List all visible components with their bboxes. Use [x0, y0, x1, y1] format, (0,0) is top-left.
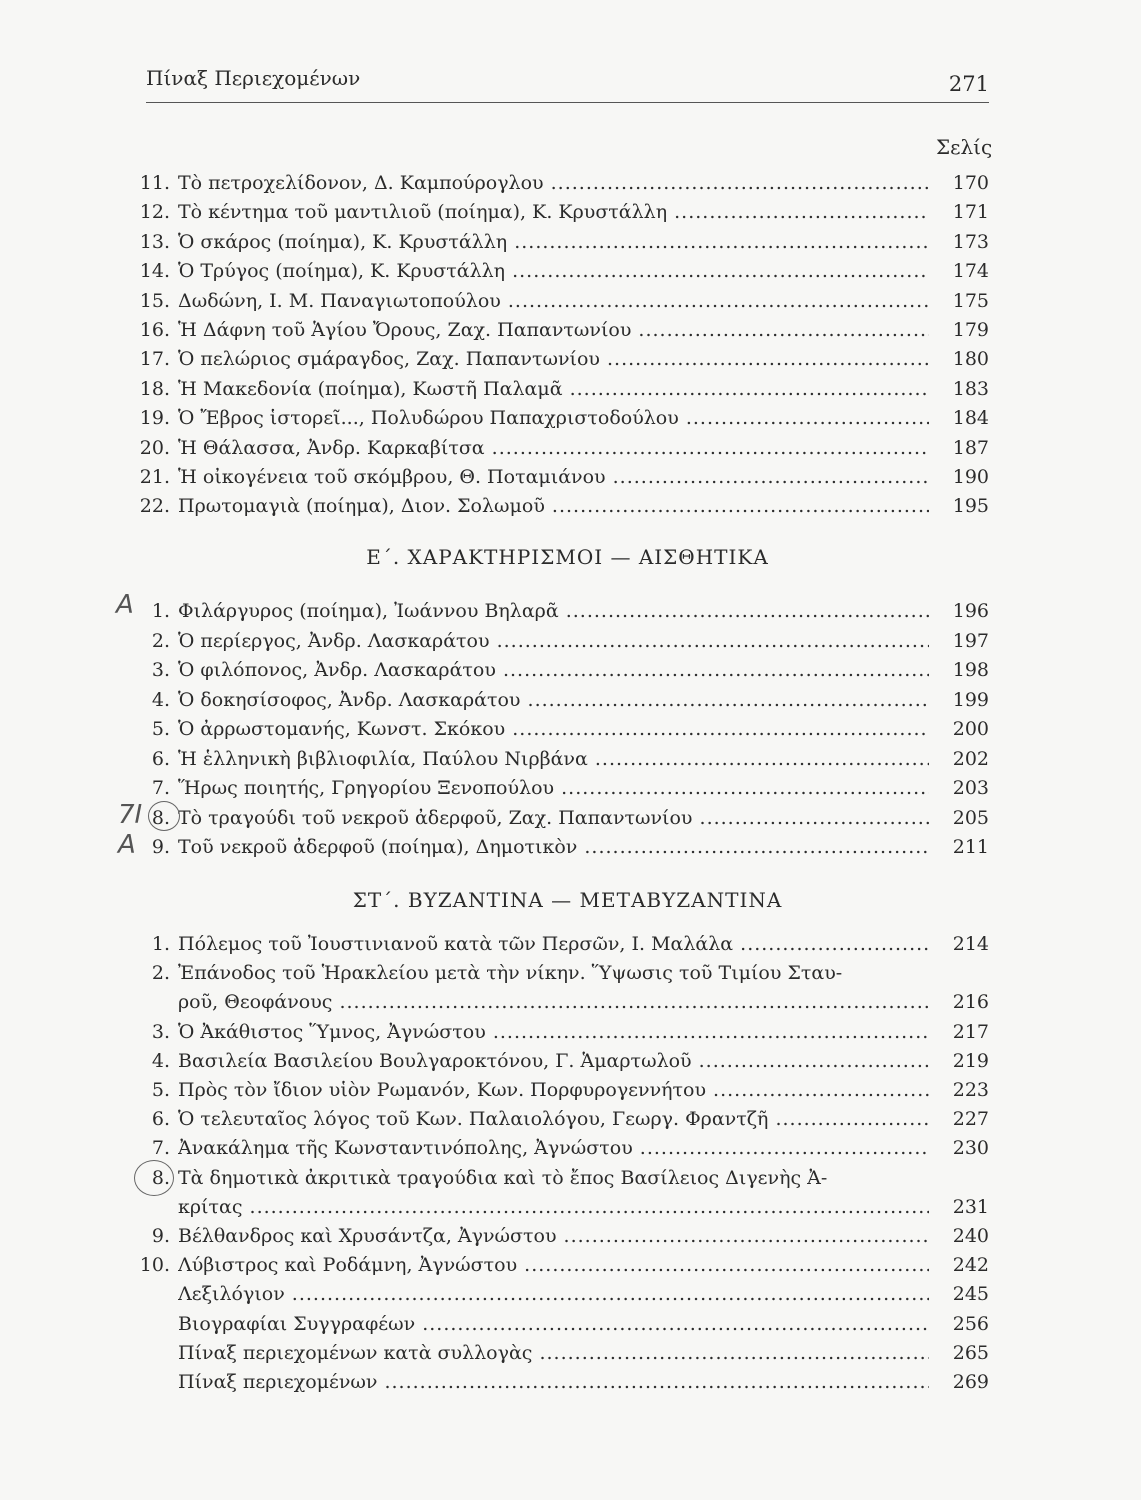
toc-entry [138, 344, 989, 374]
entry-title: Βιογραφίαι Συγγραφέων ..... [178, 1309, 929, 1339]
entry-page: 231 [952, 1195, 989, 1218]
toc-entry [138, 286, 989, 316]
entry-number: 2. [151, 962, 170, 985]
entry-title: Ἡ Δάφνη τοῦ Ἁγίου Ὄρους, Ζαχ. Παπαντωνίου ..... [178, 315, 929, 345]
toc-entry [138, 433, 989, 463]
entry-number: 1. [151, 600, 170, 622]
entry-page: 170 [952, 172, 989, 194]
entry-title: Ὁ Ἔβρος ἱστορεῖ..., Πολυδώρου Παπαχριστοδούλου ..... [178, 403, 929, 433]
entry-page: 223 [952, 1079, 989, 1101]
entry-title: Πρὸς τὸν ἴδιον υἱὸν Ρωμανόν, Κων. Πορφυρογεννήτου ..... [178, 1075, 929, 1105]
entry-title: Βέλθανδρος καὶ Χρυσάντζα, Ἀγνώστου ..... [178, 1221, 929, 1251]
entry-page: 202 [952, 747, 989, 770]
toc-entry [138, 1338, 989, 1368]
entry-title: Ὁ Τρύγος (ποίημα), Κ. Κρυστάλλη ..... [178, 256, 929, 286]
toc-entry [138, 315, 989, 345]
entry-number: 2. [151, 629, 170, 652]
entry-title: Ὁ τελευταῖος λόγος τοῦ Κων. Παλαιολόγου, Γεωργ. Φραντζῆ ..... [178, 1104, 929, 1134]
entry-number: 12. [139, 201, 170, 224]
entry-title: Ὁ σκάρος (ποίημα), Κ. Κρυστάλλη ..... [178, 227, 929, 257]
running-head [146, 66, 989, 103]
entry-page: 196 [952, 600, 989, 622]
entry-page: 211 [952, 836, 989, 858]
entry-page: 197 [952, 629, 989, 652]
entry-page: 245 [952, 1283, 989, 1306]
entry-number: 7. [151, 1137, 170, 1160]
toc-entry [138, 1250, 989, 1280]
entry-title: Ἡ οἰκογένεια τοῦ σκόμβρου, Θ. Ποταμιάνου ..... [178, 462, 929, 492]
handwritten-mark-a1: Α [116, 590, 134, 620]
toc-entry [138, 958, 989, 988]
entry-number: 6. [151, 747, 170, 770]
entry-title: Φιλάργυρος (ποίημα), Ἰωάννου Βηλαρᾶ ..... [178, 596, 929, 626]
entry-page: 230 [952, 1137, 989, 1160]
entry-number: 18. [139, 377, 170, 400]
entry-page: 256 [952, 1312, 989, 1335]
page-title: Πίναξ Περιεχομένων [146, 66, 361, 90]
entry-title: Ὁ Ἀκάθιστος Ὕμνος, Ἀγνώστου ..... [178, 1017, 929, 1047]
entry-page: 187 [952, 436, 989, 459]
entry-number: 20. [139, 436, 170, 459]
entry-number: 16. [139, 319, 170, 341]
entry-page: 217 [952, 1020, 989, 1043]
entry-number: 4. [151, 1049, 170, 1072]
toc-entry [138, 1192, 989, 1222]
toc-entry [138, 462, 989, 492]
toc-entry [138, 491, 989, 521]
entry-page: 242 [952, 1254, 989, 1277]
toc-entry [138, 168, 989, 198]
entry-number: 19. [139, 407, 170, 430]
entry-page: 214 [952, 933, 989, 955]
entry-page: 265 [952, 1341, 989, 1364]
entry-title: Ἐπάνοδος τοῦ Ἡρακλείου μετὰ τὴν νίκην. Ὕψωσις τοῦ Τιμίου Σταυ- [178, 962, 843, 985]
entry-title: Λεξιλόγιον ..... [178, 1279, 929, 1309]
entry-title: Τὸ κέντημα τοῦ μαντιλιοῦ (ποίημα), Κ. Κρυστάλλη ..... [178, 197, 929, 227]
entry-number: 4. [151, 688, 170, 711]
entry-title: Ἡ Μακεδονία (ποίημα), Κωστῆ Παλαμᾶ ..... [178, 374, 929, 404]
entry-page: 175 [952, 289, 989, 312]
toc-entry [138, 1133, 989, 1163]
entry-page: 219 [952, 1049, 989, 1072]
entry-page: 198 [952, 659, 989, 681]
entry-number: 13. [139, 230, 170, 253]
entry-number: 14. [139, 260, 170, 283]
toc-entry [138, 832, 989, 862]
entry-page: 179 [952, 319, 989, 341]
entry-page: 240 [952, 1225, 989, 1247]
toc-entry [138, 1279, 989, 1309]
entry-number: 9. [151, 1225, 170, 1247]
handwritten-circle-8b [134, 1160, 174, 1196]
toc-entry [138, 987, 989, 1017]
toc-entry [138, 403, 989, 433]
page-column-label: Σελίς [936, 135, 993, 159]
entry-title: ροῦ, Θεοφάνους ..... [178, 987, 929, 1017]
entry-title: Ὁ πελώριος σμάραγδος, Ζαχ. Παπαντωνίου ..... [178, 344, 929, 374]
toc-entry [138, 714, 989, 744]
entry-page: 180 [952, 348, 989, 371]
toc-entry [138, 596, 989, 626]
entry-title: Ἥρως ποιητής, Γρηγορίου Ξενοπούλου ..... [178, 773, 929, 803]
entry-title: Πίναξ περιεχομένων κατὰ συλλογὰς ..... [178, 1338, 929, 1368]
entry-page: 269 [952, 1371, 989, 1393]
entry-number: 21. [139, 466, 170, 488]
entry-title: κρίτας ..... [178, 1192, 929, 1222]
entry-title: Τὸ πετροχελίδονον, Δ. Καμπούρογλου ..... [178, 168, 929, 198]
toc-entry [138, 1221, 989, 1251]
toc-entry [138, 1367, 989, 1397]
entry-number: 1. [151, 933, 170, 955]
entry-title: Ὁ ἀρρωστομανής, Κωνστ. Σκόκου ..... [178, 714, 929, 744]
entry-title: Ὁ φιλόπονος, Ἀνδρ. Λασκαράτου ..... [178, 655, 929, 685]
entry-page: 227 [952, 1108, 989, 1131]
handwritten-mark-a2: Α [118, 830, 136, 860]
entry-number: 6. [151, 1108, 170, 1131]
entry-number: 3. [151, 1020, 170, 1043]
entry-number: 10. [139, 1254, 170, 1277]
entry-page: 195 [952, 495, 989, 518]
toc-entry [138, 803, 989, 833]
page-number: 271 [948, 72, 989, 96]
entry-title: Τὰ δημοτικὰ ἀκριτικὰ τραγούδια καὶ τὸ ἔπος Βασίλειος Διγενὴς Ἀ- [178, 1166, 828, 1189]
entry-page: 203 [952, 777, 989, 799]
toc-entry [138, 1046, 989, 1076]
entry-title: Ὁ δοκησίσοφος, Ἀνδρ. Λασκαράτου ..... [178, 685, 929, 715]
toc-entry [138, 685, 989, 715]
entry-page: 190 [952, 466, 989, 488]
handwritten-mark-7: 7Ι [118, 800, 143, 830]
entry-title: Πόλεμος τοῦ Ἰουστινιανοῦ κατὰ τῶν Περσῶν, Ι. Μαλάλα ..... [178, 929, 929, 959]
toc-entry [138, 374, 989, 404]
entry-number: 15. [139, 289, 170, 312]
entry-number: 17. [139, 348, 170, 371]
entry-number: 7. [151, 777, 170, 799]
entry-page: 205 [952, 806, 989, 829]
toc-entry [138, 1309, 989, 1339]
handwritten-circle-8 [148, 801, 180, 831]
entry-title: Πρωτομαγιὰ (ποίημα), Διον. Σολωμοῦ ..... [178, 491, 929, 521]
entry-page: 171 [952, 201, 989, 224]
entry-page: 183 [952, 377, 989, 400]
entry-title: Ἡ Θάλασσα, Ἀνδρ. Καρκαβίτσα ..... [178, 433, 929, 463]
entry-number: 11. [139, 172, 170, 194]
entry-number: 3. [151, 659, 170, 681]
entry-number: 5. [151, 1079, 170, 1101]
entry-page: 173 [952, 230, 989, 253]
entry-page: 216 [952, 991, 989, 1014]
toc-entry [138, 197, 989, 227]
entry-number: 8. [151, 1166, 170, 1189]
entry-title: Ἡ ἑλληνικὴ βιβλιοφιλία, Παύλου Νιρβάνα ..... [178, 744, 929, 774]
entry-page: 174 [952, 260, 989, 283]
toc-entry [138, 256, 989, 286]
entry-title: Δωδώνη, Ι. Μ. Παναγιωτοπούλου ..... [178, 286, 929, 316]
entry-title: Τοῦ νεκροῦ ἀδερφοῦ (ποίημα), Δημοτικὸν ..... [178, 832, 929, 862]
toc-entry [138, 1075, 989, 1105]
entry-title: Ὁ περίεργος, Ἀνδρ. Λασκαράτου ..... [178, 626, 929, 656]
toc-entry [138, 929, 989, 959]
entry-page: 199 [952, 688, 989, 711]
entry-title: Τὸ τραγούδι τοῦ νεκροῦ ἀδερφοῦ, Ζαχ. Παπαντωνίου ..... [178, 803, 929, 833]
section-heading-e: Ε΄. ΧΑΡΑΚΤΗΡΙΣΜΟΙ — ΑΙΣΘΗΤΙΚΑ [366, 545, 769, 569]
entry-number: 9. [151, 836, 170, 858]
toc-entry [138, 626, 989, 656]
entry-title: Πίναξ περιεχομένων ..... [178, 1367, 929, 1397]
toc-entry [138, 227, 989, 257]
toc-entry [138, 1104, 989, 1134]
toc-entry [138, 1163, 989, 1193]
toc-entry [138, 1017, 989, 1047]
entry-page: 200 [952, 718, 989, 740]
entry-title: Λύβιστρος καὶ Ροδάμνη, Ἀγνώστου ..... [178, 1250, 929, 1280]
entry-number: 22. [139, 495, 170, 518]
toc-entry [138, 655, 989, 685]
section-heading-st: ΣΤ΄. ΒΥΖΑΝΤΙΝΑ — ΜΕΤΑΒΥΖΑΝΤΙΝΑ [352, 888, 783, 912]
entry-title: Βασιλεία Βασιλείου Βουλγαροκτόνου, Γ. Ἁμαρτωλοῦ ..... [178, 1046, 929, 1076]
entry-number: 8. [151, 806, 170, 829]
entry-title: Ἀνακάλημα τῆς Κωνσταντινόπολης, Ἀγνώστου ..... [178, 1133, 929, 1163]
toc-entry [138, 773, 989, 803]
toc-entry [138, 744, 989, 774]
entry-number: 5. [151, 718, 170, 740]
entry-page: 184 [952, 407, 989, 430]
